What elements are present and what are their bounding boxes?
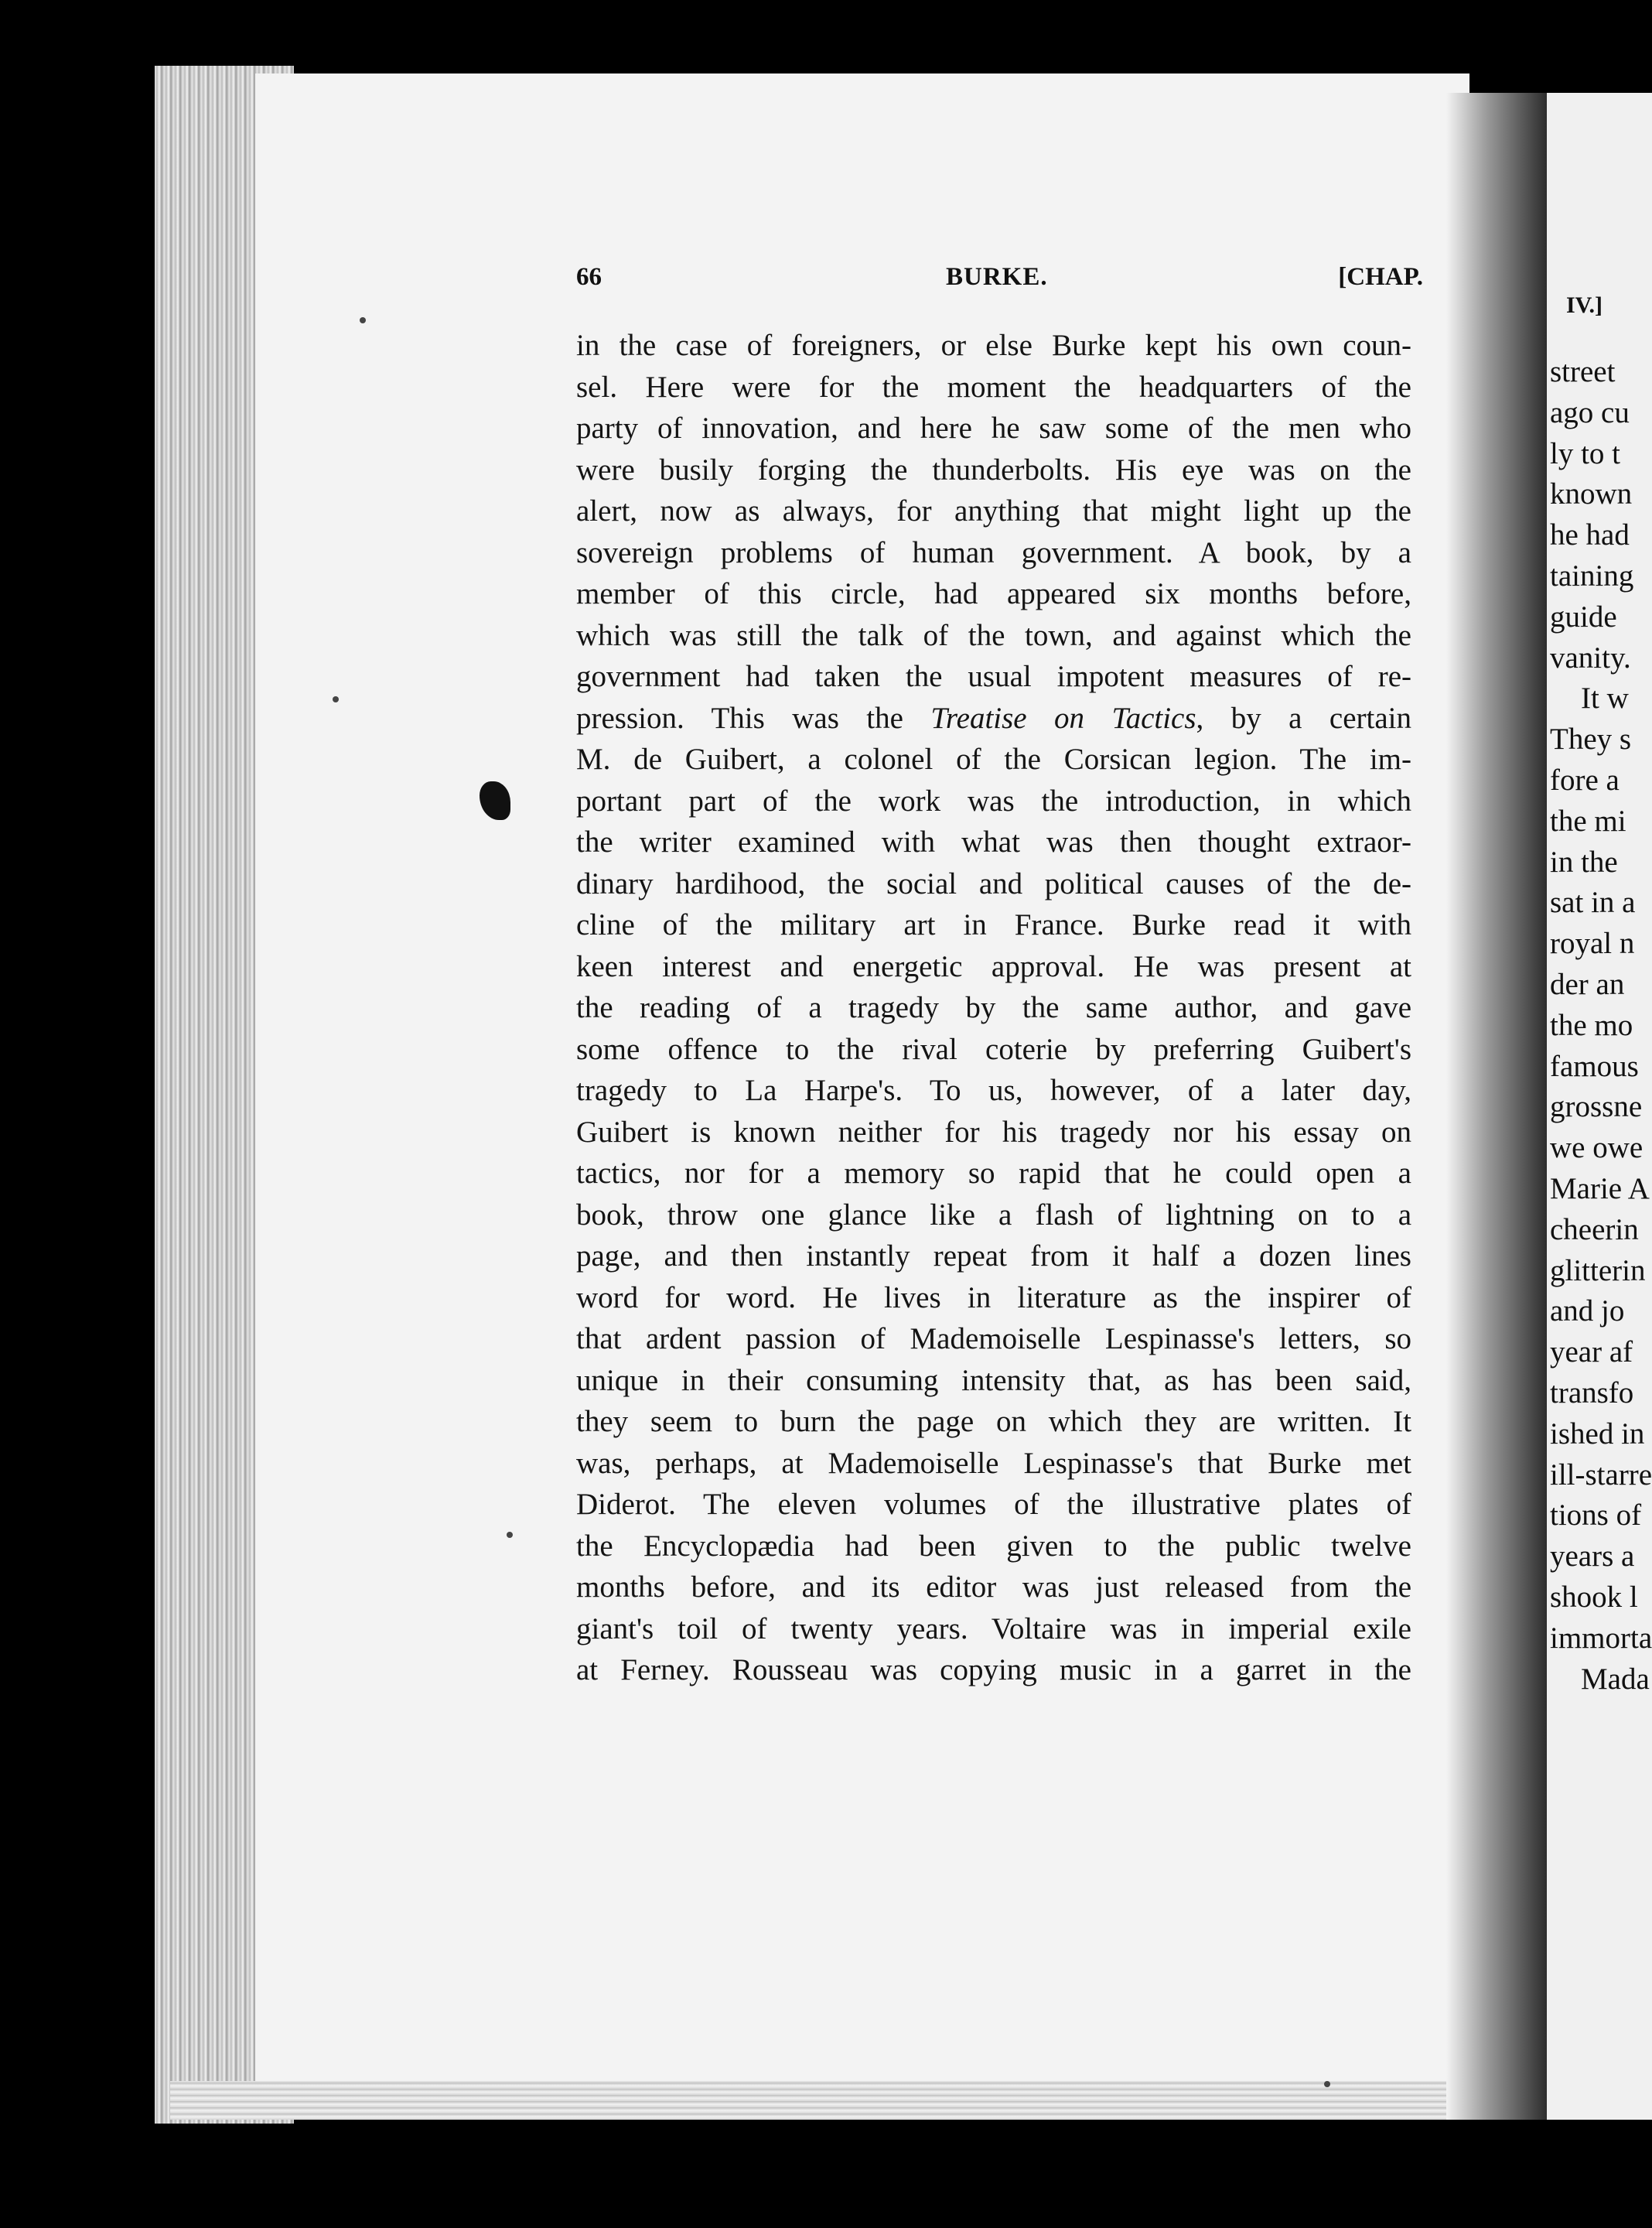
opposite-line-fragment: the mi [1550,804,1626,838]
text-segment: government had taken the usual impotent measures of re- [576,660,1411,693]
text-segment: page, and then instantly repeat from it half a dozen lines [576,1239,1411,1273]
opposite-line-fragment: and jo [1550,1294,1625,1328]
text-segment: pression. This was the [576,701,931,735]
text-line [576,367,1411,408]
opposite-line-fragment: ished in [1550,1416,1645,1451]
text-line [576,1443,1411,1485]
text-segment: M. de Guibert, a colonel of the Corsican legion. The im- [576,743,1411,776]
text-line [576,449,1411,491]
text-segment: tragedy to La Harpe's. To us, however, of a later day, [576,1074,1411,1107]
opposite-line-fragment: royal n [1550,927,1635,961]
text-segment: the writer examined with what was then thought extraor- [576,825,1411,859]
opposite-line-fragment: guide [1550,600,1617,634]
text-line [576,1112,1411,1153]
opposite-line-fragment: we owe [1550,1131,1643,1165]
italic-title: Treatise on Tactics [930,701,1196,735]
opposite-line-fragment: ly to t [1550,436,1621,470]
text-line [576,987,1411,1029]
text-line [576,1360,1411,1402]
text-line [576,1235,1411,1277]
text-line [576,1194,1411,1236]
opposite-line-fragment: in the [1550,845,1618,879]
text-line [576,698,1411,740]
text-segment: cline of the military art in France. Burke read it with [576,908,1411,941]
chapter-mark: [CHAP. [1338,263,1423,291]
text-segment: in the case of foreigners, or else Burke kept his own coun- [576,329,1411,362]
opposite-line-fragment: Marie A [1550,1171,1650,1205]
opposite-page [1547,93,1652,2120]
opposite-line-fragment: They s [1550,723,1632,757]
text-segment: portant part of the work was the introduction, in which [576,784,1411,818]
text-segment: which was still the talk of the town, and against which the [576,618,1411,652]
opposite-line-fragment: vanity. [1550,641,1631,675]
opposite-line-fragment: shook l [1550,1580,1638,1614]
text-segment: Diderot. The eleven volumes of the illustrative plates of [576,1488,1411,1521]
opposite-line-fragment: the mo [1550,1008,1633,1042]
page-bottom-edge [170,2081,1469,2120]
opposite-line-fragment: der an [1550,967,1625,1001]
opposite-line-fragment: ill-starre [1550,1457,1652,1492]
text-segment: dinary hardihood, the social and political causes of the de- [576,866,1411,900]
text-line [576,573,1411,615]
opposite-running-head: IV.] [1566,292,1603,318]
text-line [576,1070,1411,1112]
text-line [576,1484,1411,1526]
text-segment: were busily forging the thunderbolts. His eye was on the [576,453,1411,487]
text-segment: member of this circle, had appeared six months before, [576,577,1411,610]
opposite-line-fragment: Mada [1581,1662,1650,1696]
text-line [576,532,1411,574]
running-head [576,263,1423,298]
text-line [576,946,1411,988]
opposite-line-fragment: grossne [1550,1090,1643,1124]
gutter-shadow [1446,93,1562,2120]
running-title: BURKE. [946,263,1048,291]
opposite-line-fragment: fore a [1550,763,1620,797]
text-segment: the Encyclopædia had been given to the public twelve [576,1529,1411,1563]
opposite-line-fragment: glitterin [1550,1253,1646,1287]
text-line [576,1277,1411,1319]
opposite-line-fragment: street [1550,355,1616,388]
text-line [576,490,1411,532]
text-segment: alert, now as always, for anything that might light up the [576,494,1411,528]
opposite-text-fragments [1550,352,1652,1700]
opposite-line-fragment: sat in a [1550,886,1636,920]
text-segment: keen interest and energetic approval. He was present at [576,949,1411,983]
text-segment: word for word. He lives in literature as the inspirer of [576,1280,1411,1314]
opposite-line-fragment: transfo [1550,1375,1634,1410]
text-line [576,822,1411,863]
opposite-line-fragment: ago cu [1550,395,1630,429]
text-segment: sel. Here were for the moment the headquarters of the [576,370,1411,404]
text-line [576,1608,1411,1650]
opposite-line-fragment: years a [1550,1539,1635,1574]
page-number: 66 [576,263,602,291]
text-line [576,1526,1411,1567]
dust-speck [333,696,339,702]
text-segment: , by a certain [1196,701,1411,735]
opposite-line-fragment: known [1550,477,1633,511]
opposite-line-fragment: immorta [1550,1621,1652,1655]
opposite-line-fragment: It w [1581,682,1629,716]
text-segment: book, throw one glance like a flash of lightning on to a [576,1198,1411,1232]
text-segment: the reading of a tragedy by the same author, and gave [576,991,1411,1024]
opposite-line-fragment: taining [1550,559,1634,593]
text-line [576,1029,1411,1071]
text-line [576,615,1411,657]
opposite-line-fragment: famous [1550,1049,1639,1083]
opposite-line-fragment: tions of [1550,1498,1642,1533]
text-line [576,408,1411,449]
opposite-line-fragment: he had [1550,518,1630,552]
opposite-line-fragment: year af [1550,1335,1633,1369]
text-line [576,904,1411,946]
text-line [576,1318,1411,1360]
text-segment: party of innovation, and here he saw some of the men who [576,412,1411,445]
text-segment: unique in their consuming intensity that, as has been said, [576,1363,1411,1397]
dust-speck [1324,2081,1330,2087]
text-line [576,1649,1411,1691]
dust-speck [360,317,366,323]
text-segment: at Ferney. Rousseau was copying music in a garret in the [576,1653,1411,1686]
text-line [576,325,1411,367]
text-segment: that ardent passion of Mademoiselle Lespinasse's letters, so [576,1322,1411,1355]
text-line [576,1401,1411,1443]
opposite-line-fragment: cheerin [1550,1212,1639,1246]
text-segment: sovereign problems of human government. A book, by a [576,535,1411,569]
text-line [576,863,1411,905]
text-segment: some offence to the rival coterie by preferring Guibert's [576,1032,1411,1066]
text-line [576,1567,1411,1608]
text-segment: they seem to burn the page on which they are written. It [576,1405,1411,1438]
text-line [576,781,1411,822]
text-segment: tactics, nor for a memory so rapid that he could open a [576,1157,1411,1190]
text-line [576,739,1411,781]
text-line [576,656,1411,698]
text-segment: was, perhaps, at Mademoiselle Lespinasse's that Burke met [576,1446,1411,1480]
text-segment: Guibert is known neither for his tragedy nor his essay on [576,1115,1411,1149]
dust-speck [507,1532,513,1538]
text-line [576,1153,1411,1194]
text-segment: months before, and its editor was just released from the [576,1570,1411,1604]
body-text [576,325,1411,1691]
text-segment: giant's toil of twenty years. Voltaire was in imperial exile [576,1611,1411,1645]
